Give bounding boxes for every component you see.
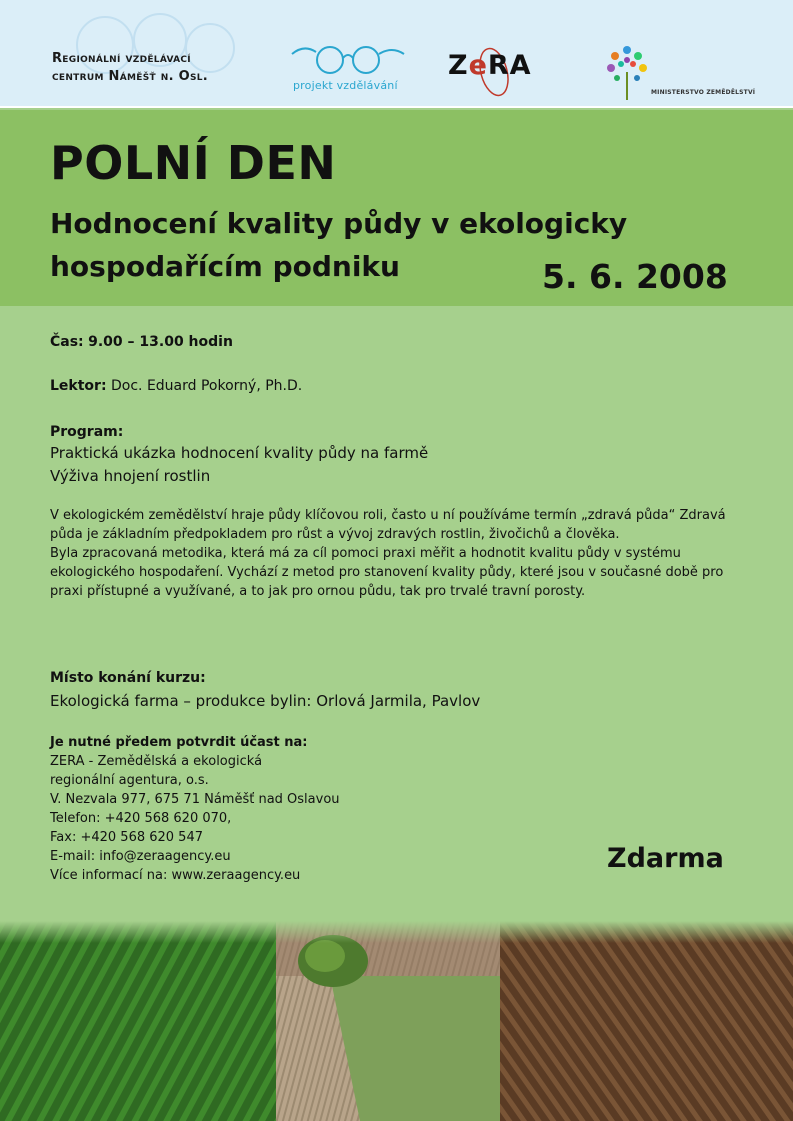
projekt-logo: [290, 40, 410, 98]
zera-e: e: [468, 50, 488, 81]
contact-line: ZERA - Zemědělská a ekologická: [50, 754, 263, 769]
venue-label: Místo konání kurzu:: [50, 670, 206, 686]
ministry-label: MINISTERSTVO ZEMĚDĚLSTVÍ: [651, 89, 756, 96]
fields-photo-image: [0, 921, 793, 1121]
time-row: [50, 334, 233, 350]
program-item: Výživa hnojení rostlin: [50, 467, 211, 485]
contact-email[interactable]: E-mail: info@zeraagency.eu: [50, 849, 231, 864]
event-date: 5. 6. 2008: [542, 257, 728, 296]
rvc-line2: centrum Náměšť n. Osl.: [52, 69, 209, 84]
time-value: 9.00 – 13.00 hodin: [88, 334, 233, 350]
contact-line: V. Nezvala 977, 675 71 Náměšť nad Oslavou: [50, 792, 340, 807]
fields-photo: [0, 921, 793, 1121]
logo-band: [0, 0, 793, 108]
rvc-logo: [52, 50, 208, 86]
contact-heading: Je nutné předem potvrdit účast na:: [50, 735, 308, 750]
description-paragraph: V ekologickém zemědělství hraje půdy klíčovou roli, často u ní používáme termín „zdravá půda“ Zdravá půda je základním předpokladem pro růst a vývoj zdravých rostlin, živočichů a člověka.: [50, 508, 726, 542]
green-field-icon: [0, 921, 276, 1121]
description-paragraph: Byla zpracovaná metodika, která má za cíl pomoci praxi měřit a hodnotit kvalitu půdy v systému ekologického hospodaření. Vychází z metod pro stanovení kvality půdy, které jsou v současné době pro praxi přístupné a využívané, a to jak pro ornou půdu, tak pro trvalé travní porosty.: [50, 546, 724, 599]
description: [50, 506, 750, 601]
subtitle-line2: hospodařícím podniku: [50, 250, 400, 283]
contact-line: Telefon: +420 568 620 070,: [50, 811, 232, 826]
lector-row: [50, 378, 302, 394]
tree-icon: [605, 42, 649, 102]
projekt-label: projekt vzdělávání: [293, 79, 398, 92]
subtitle-line1: Hodnocení kvality půdy v ekologicky: [50, 207, 628, 240]
time-label: Čas:: [50, 334, 84, 350]
venue-value: Ekologická farma – produkce bylin: Orlová Jarmila, Pavlov: [50, 692, 481, 710]
lector-label: Lektor:: [50, 378, 107, 394]
program-label: Program:: [50, 424, 124, 440]
contact-line: Fax: +420 568 620 547: [50, 830, 203, 845]
page-title: POLNÍ DEN: [50, 136, 337, 190]
contact-web[interactable]: Více informací na: www.zeraagency.eu: [50, 868, 301, 883]
program-item: Praktická ukázka hodnocení kvality půdy na farmě: [50, 444, 429, 462]
zera-wordmark: [448, 50, 532, 81]
zera-z: Z: [448, 50, 469, 81]
zera-logo: [448, 44, 548, 100]
zera-ra: RA: [487, 50, 532, 81]
lector-value: Doc. Eduard Pokorný, Ph.D.: [111, 378, 303, 394]
ministry-logo: [605, 42, 765, 102]
rvc-line1: Regionální vzdělávací: [52, 51, 191, 66]
plowed-soil-icon: [500, 921, 793, 1121]
glasses-icon: [290, 40, 410, 80]
contact-line: regionální agentura, o.s.: [50, 773, 209, 788]
contact-block: [50, 733, 340, 885]
price-label: Zdarma: [607, 843, 724, 874]
